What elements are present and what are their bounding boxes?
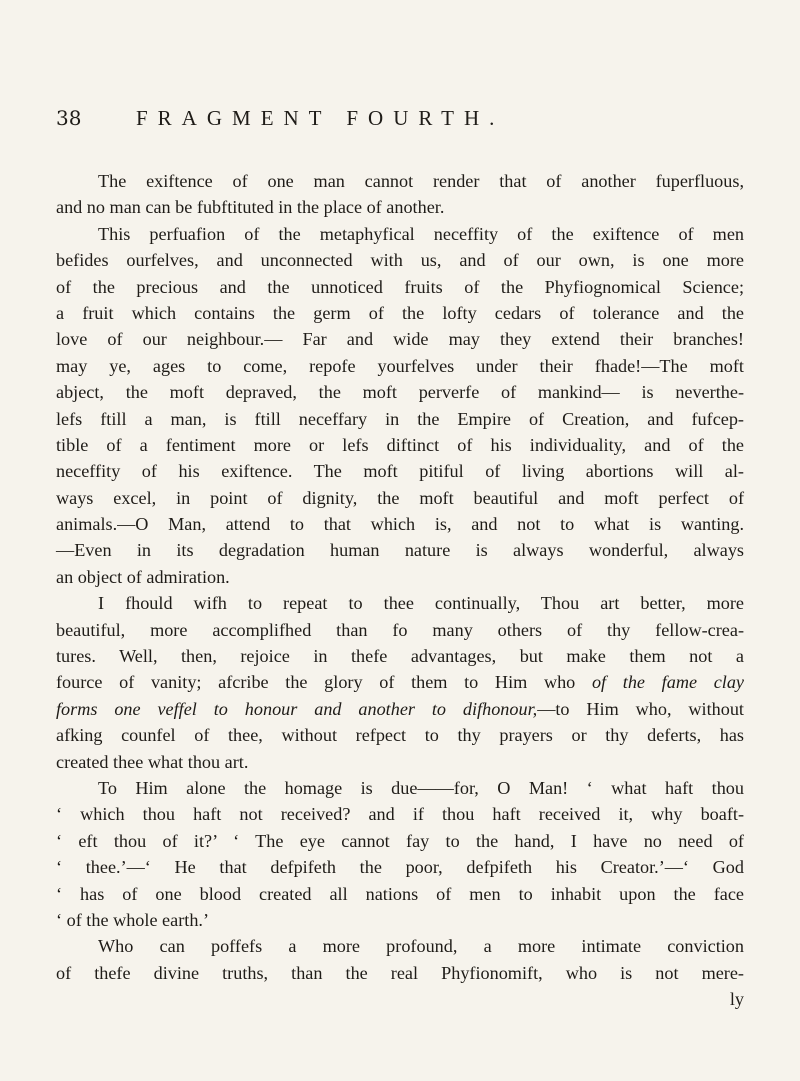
text-line: beautiful, more accomplifhed than fo many others of thy fellow-crea-	[56, 619, 744, 640]
text-line: To Him alone the homage is due——for, O Man! ‘ what haft thou	[98, 777, 744, 798]
text-line: of thefe divine truths, than the real Phyfionomift, who is not mere-	[56, 962, 744, 983]
text-line: Who can poffefs a more profound, a more intimate conviction	[98, 936, 744, 957]
text-line	[56, 696, 744, 722]
text-line: created thee what thou art.	[56, 751, 249, 772]
text-line: ‘ of the whole earth.’	[56, 909, 210, 930]
text-line: animals.—O Man, attend to that which is, and not to what is wanting.	[56, 514, 744, 535]
text-line: an object of admiration.	[56, 566, 230, 587]
body-text	[56, 168, 744, 1013]
text-line: befides ourfelves, and unconnected with us, and of our own, is one more	[56, 250, 744, 271]
text-line: This perfuafion of the metaphyfical neceffity of the exiftence of men	[98, 223, 744, 244]
text-line: ‘ which thou haft not received? and if thou haft received it, why boaft-	[56, 804, 744, 825]
page-number: 38	[56, 106, 82, 130]
text-line: —Even in its degradation human nature is always wonderful, always	[56, 540, 744, 561]
text-line: a fruit which contains the germ of the lofty cedars of tolerance and the	[56, 302, 744, 323]
text-line	[56, 669, 744, 695]
text-line: tures. Well, then, rejoice in thefe advantages, but make them not a	[56, 646, 744, 667]
text-line: and no man can be fubftituted in the place of another.	[56, 197, 445, 218]
text-line: tible of a fentiment more or lefs diftinct of his individuality, and of the	[56, 434, 744, 455]
running-title: FRAGMENT FOURTH.	[136, 106, 505, 130]
page-header	[56, 106, 760, 131]
text-line: abject, the moft depraved, the moft perverfe of mankind— is neverthe-	[56, 382, 744, 403]
text-line: love of our neighbour.— Far and wide may they extend their branches!	[56, 329, 744, 350]
text-line: ly	[729, 989, 744, 1010]
text-line: afking counfel of thee, without refpect to thy prayers or thy deferts, has	[56, 725, 744, 746]
text-line: The exiftence of one man cannot render that of another fuperfluous,	[98, 171, 744, 191]
italic-text-run: of the fame clay	[591, 672, 744, 693]
text-run: fource of vanity; afcribe the glory of them to Him who	[56, 672, 592, 693]
text-line: lefs ftill a man, is ftill neceffary in the Empire of Creation, and fufcep-	[56, 408, 744, 429]
italic-text-run: forms one veffel to honour and another to difhonour,	[56, 698, 538, 719]
text-line: ‘ thee.’—‘ He that defpifeth the poor, defpifeth his Creator.’—‘ God	[56, 857, 744, 878]
text-line: ‘ has of one blood created all nations of men to inhabit upon the face	[56, 883, 744, 904]
text-line: of the precious and the unnoticed fruits of the Phyfiognomical Science;	[56, 276, 744, 297]
text-line: I fhould wifh to repeat to thee continually, Thou art better, more	[98, 593, 744, 614]
text-line: neceffity of his exiftence. The moft pitiful of living abortions will al-	[56, 461, 744, 482]
text-run: —to Him who, without	[537, 698, 744, 719]
text-line: may ye, ages to come, repofe yourfelves under their fhade!—The moft	[56, 355, 744, 376]
text-line: ways excel, in point of dignity, the moft beautiful and moft perfect of	[56, 487, 744, 508]
text-line: ‘ eft thou of it?’ ‘ The eye cannot fay to the hand, I have no need of	[56, 830, 744, 851]
